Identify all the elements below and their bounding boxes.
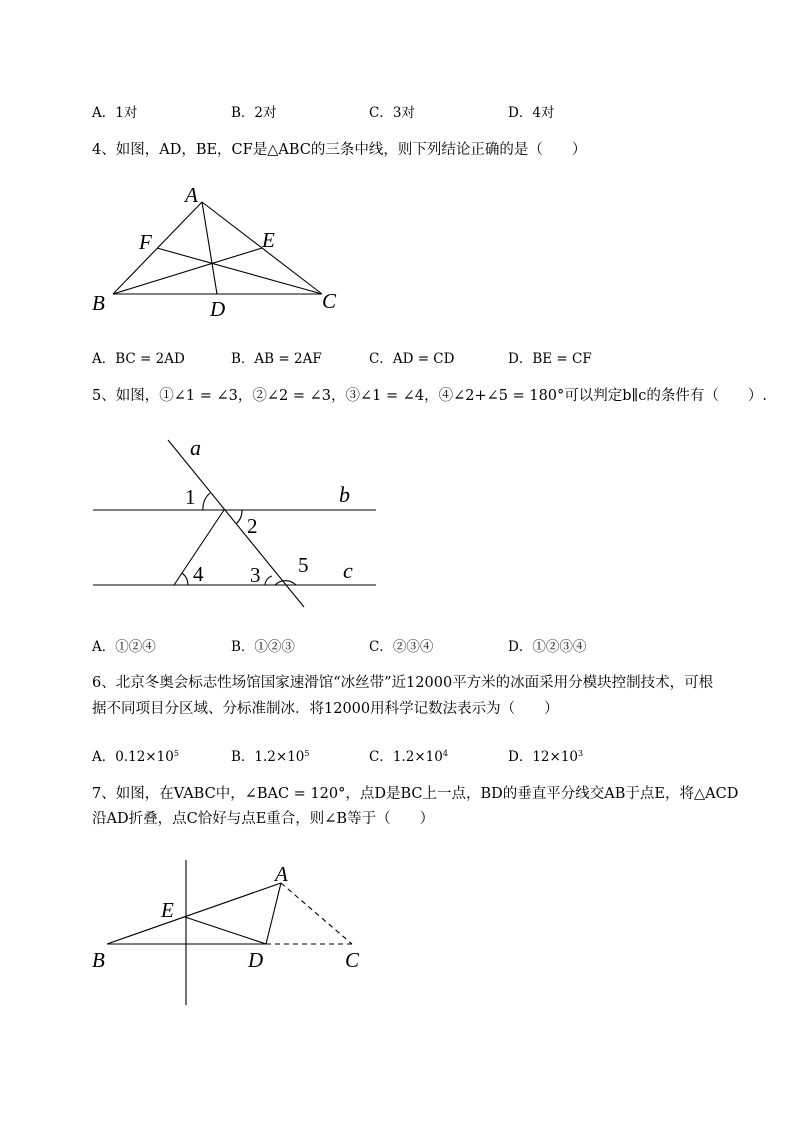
q6-option-d-prefix: D． <box>508 749 533 765</box>
q5-option-d: D．①②③④ <box>508 639 587 655</box>
q5-label-angle-5: 5 <box>298 553 309 577</box>
q4-option-b: B．AB = 2AF <box>231 351 322 367</box>
q5-stem: 5、如图，①∠1 = ∠3，②∠2 = ∠3，③∠1 = ∠4，④∠2+∠5 = 180°可以判定b∥c的条件有（ ）. <box>92 388 767 404</box>
q5-label-angle-2: 2 <box>247 514 258 538</box>
q7-fold-triangle-figure <box>85 855 375 1010</box>
q6-stem-line-1: 6、北京冬奥会标志性场馆国家速滑馆“冰丝带”近12000平方米的冰面采用分模块控制技术，可根 <box>92 675 714 691</box>
q6-option-b-exponent: 5 <box>304 749 310 758</box>
q6-option-d <box>508 745 583 765</box>
q6-option-d-exponent: 3 <box>578 749 584 758</box>
q4-stem: 4、如图，AD，BE，CF是△ABC的三条中线，则下列结论正确的是（ ） <box>92 142 587 158</box>
q5-label-angle-1: 1 <box>185 485 196 509</box>
q7-label-d: D <box>248 948 264 972</box>
q6-option-c-mantissa: 1.2×10 <box>392 749 443 765</box>
q5-label-c: c <box>343 558 353 583</box>
q6-option-c <box>369 745 448 765</box>
q6-option-a-exponent: 5 <box>173 749 179 758</box>
q4-option-c: C．AD = CD <box>369 351 455 367</box>
q5-option-b: B．①②③ <box>231 639 295 655</box>
q6-option-b <box>231 745 309 765</box>
q4-label-d: D <box>210 297 226 321</box>
q4-option-a: A．BC = 2AD <box>92 351 185 367</box>
q5-label-angle-4: 4 <box>193 562 204 586</box>
q7-stem-line-1: 7、如图，在VABC中，∠BAC = 120°，点D是BC上一点，BD的垂直平分线交AB于点E，将△ACD <box>92 786 739 802</box>
q6-option-c-prefix: C． <box>369 749 393 765</box>
q3-option-d: D．4对 <box>508 105 555 121</box>
q6-option-b-prefix: B． <box>231 749 255 765</box>
q4-triangle-figure <box>85 178 355 323</box>
q6-option-c-exponent: 4 <box>442 749 448 758</box>
q7-label-b: B <box>92 948 105 972</box>
q5-label-angle-3: 3 <box>250 563 261 587</box>
q3-option-c: C．3对 <box>369 105 415 121</box>
q6-option-b-mantissa: 1.2×10 <box>254 749 305 765</box>
q5-option-a: A．①②④ <box>92 639 156 655</box>
q7-label-c: C <box>345 948 360 972</box>
q5-label-a: a <box>190 435 201 460</box>
q6-option-a-mantissa: 0.12×10 <box>115 749 174 765</box>
q6-stem-line-2: 据不同项目分区域、分标准制冰．将12000用科学记数法表示为（ ） <box>92 701 559 717</box>
q4-label-a: A <box>185 183 198 207</box>
q4-option-d: D．BE = CF <box>508 351 592 367</box>
q4-label-f: F <box>139 230 152 254</box>
q7-stem-line-2: 沿AD折叠，点C恰好与点E重合，则∠B等于（ ） <box>92 811 435 827</box>
q3-option-b: B．2对 <box>231 105 277 121</box>
q7-label-a: A <box>275 862 288 886</box>
q5-option-c: C．②③④ <box>369 639 434 655</box>
q5-label-b: b <box>339 482 350 507</box>
q3-option-a: A．1对 <box>92 105 138 121</box>
q6-option-a-prefix: A． <box>92 749 116 765</box>
q4-label-e: E <box>262 228 275 252</box>
q6-option-a <box>92 745 179 765</box>
q7-label-e: E <box>161 898 174 922</box>
q5-parallel-lines-figure <box>85 430 385 612</box>
q6-option-d-mantissa: 12×10 <box>532 749 578 765</box>
q4-label-b: B <box>92 291 105 315</box>
q4-label-c: C <box>322 289 337 313</box>
